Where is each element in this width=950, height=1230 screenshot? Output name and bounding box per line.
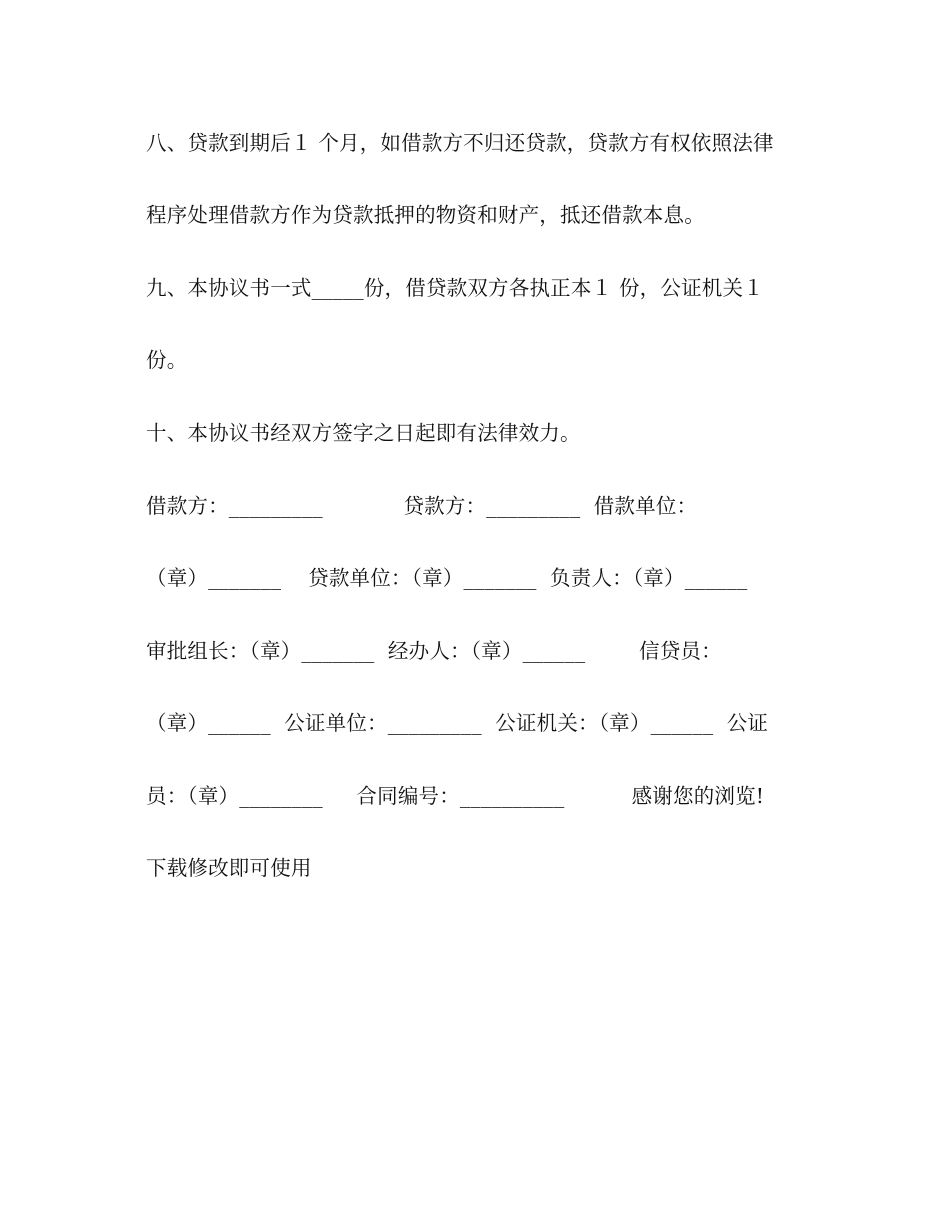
clause-10-line: 十、本协议书经双方签字之日起即有法律效力。 bbox=[146, 421, 581, 445]
signature-line-1: 借款方：_________ 贷款方：_________ 借款单位： bbox=[146, 494, 698, 518]
signature-line-4: （章）______ 公证单位：_________ 公证机关：（章）______ 公证 bbox=[146, 711, 769, 735]
clause-9-line-1: 九、本协议书一式_____份，借贷款双方各执正本１ 份，公证机关１ bbox=[146, 276, 764, 300]
clause-8-line-2: 程序处理借款方作为贷款抵押的物资和财产，抵还借款本息。 bbox=[146, 203, 705, 227]
clause-8-line-1: 八、贷款到期后１ 个月，如借款方不归还贷款，贷款方有权依照法律 bbox=[146, 131, 774, 155]
signature-line-5: 员：（章）________ 合同编号：__________ 感谢您的浏览! bbox=[146, 784, 765, 808]
signature-line-3: 审批组长：（章）_______ 经办人：（章）______ 信贷员： bbox=[146, 639, 722, 663]
clause-9-line-2: 份。 bbox=[146, 348, 188, 372]
signature-line-2: （章）_______ 贷款单位：（章）_______ 负责人：（章）______ bbox=[146, 566, 748, 590]
footer-note: 下载修改即可使用 bbox=[146, 856, 312, 880]
